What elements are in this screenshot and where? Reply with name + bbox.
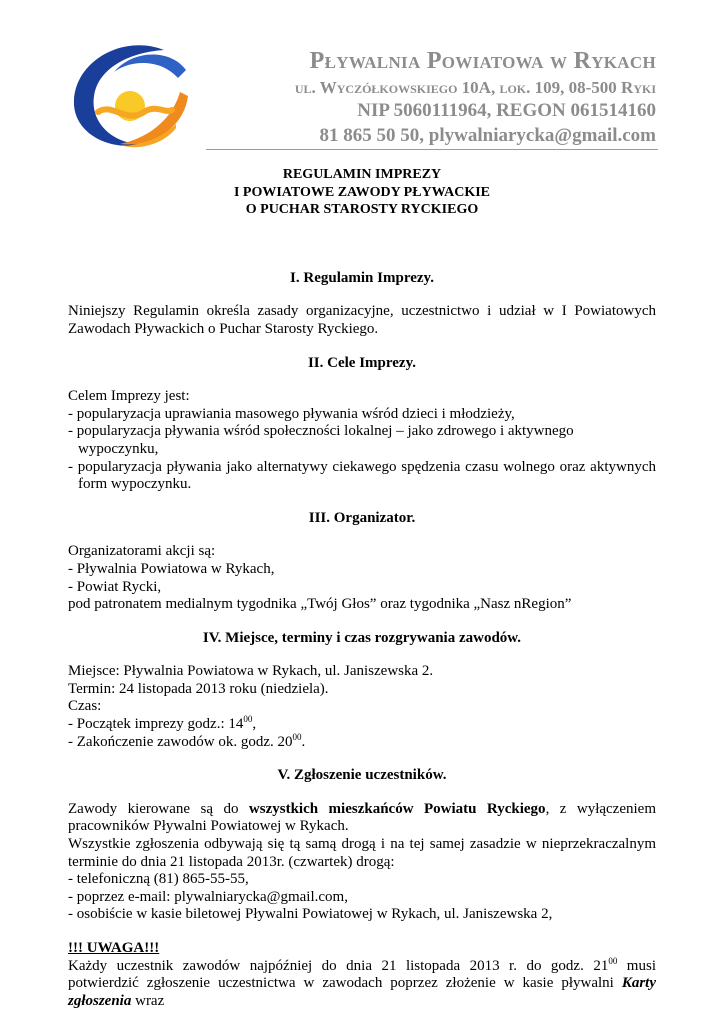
section-1-heading: I. Regulamin Imprezy.: [290, 269, 434, 286]
header-nip-regon: NIP 5060111964, REGON 061514160: [357, 100, 656, 121]
registration-method: - osobiście w kasie biletowej Pływalni Powiatowej w Rykach, ul. Janiszewska 2,: [68, 906, 553, 923]
header-contact: 81 865 50 50, plywalniarycka@gmail.com: [319, 125, 656, 146]
registration-text: Wszystkie zgłoszenia odbywają się tą samą drogą i na tej samej zasadzie w nieprzekraczalnym terminie do dnia 21 listopada 2013r. (czwartek) drogą:: [68, 836, 656, 870]
pool-logo: [68, 40, 196, 152]
title-line-1: REGULAMIN IMPREZY: [282, 167, 442, 182]
registration-method: - telefoniczną (81) 865-55-55,: [68, 871, 249, 888]
goal-item: - popularyzacja pływania jako alternatywy ciekawego spędzenia czasu wolnego oraz aktywnych form wypoczynku.: [68, 458, 656, 493]
warning-text: Każdy uczestnik zawodów najpóźniej do dnia 21 listopada 2013 r. do godz. $21^{00}$ musi potwierdzić zgłoszenie uczestnictwa w zawodach poprzez złożenie w kasie pływalni Karty zgłoszenia wraz: [68, 955, 656, 1009]
event-start-time: - Początek imprezy godz.: $14^{00}$,: [68, 714, 257, 733]
eligibility-text: Zawody kierowane są do wszystkich mieszkańców Powiatu Ryckiego, z wyłączeniem pracowników Pływalni Powiatowej w Rykach.: [68, 800, 656, 835]
warning-label: !!! UWAGA!!!: [68, 940, 160, 956]
section-1-text: Niniejszy Regulamin określa zasady organizacyjne, uczestnictwo i udział w I Powiatowych Zawodach Pływackich o Puchar Starosty Ryckiego.: [68, 303, 656, 337]
section-4-heading: IV. Miejsce, terminy i czas rozgrywania zawodów.: [202, 629, 522, 646]
document-body: [68, 166, 656, 1010]
header-address: ul. Wyczółkowskiego 10A, lok. 109, 08-500 Ryki: [294, 78, 656, 97]
title-line-3: O PUCHAR STAROSTY RYCKIEGO: [245, 202, 479, 218]
header-title: Pływalnia Powiatowa w Rykach: [309, 48, 656, 74]
document-title: [68, 166, 656, 219]
event-time-label: Czas:: [68, 698, 102, 715]
event-place: Miejsce: Pływalnia Powiatowa w Rykach, ul. Janiszewska 2.: [68, 663, 434, 680]
goal-item: - popularyzacja uprawiania masowego pływania wśród dzieci i młodzieży,: [68, 405, 515, 422]
event-end-time: - Zakończenie zawodów ok. godz. $20^{00}$.: [68, 731, 306, 750]
media-patronage: pod patronatem medialnym tygodnika „Twój Głos” oraz tygodnika „Nasz nRegion”: [68, 596, 572, 613]
event-date: Termin: 24 listopada 2013 roku (niedziela).: [68, 680, 329, 697]
organizer-item: - Powiat Rycki,: [68, 578, 162, 595]
section-3-heading: III. Organizator.: [308, 509, 416, 526]
section-5-heading: V. Zgłoszenie uczestników.: [277, 767, 447, 784]
registration-method: - poprzez e-mail: plywalniarycka@gmail.com,: [68, 888, 348, 905]
title-line-2: I POWIATOWE ZAWODY PŁYWACKIE: [233, 184, 491, 200]
section-2-heading: II. Cele Imprezy.: [307, 354, 417, 371]
section-2-intro: Celem Imprezy jest:: [68, 388, 190, 405]
header-divider: [206, 149, 658, 150]
section-3-intro: Organizatorami akcji są:: [68, 543, 216, 560]
goal-item: - popularyzacja pływania wśród społeczności lokalnej – jako zdrowego i aktywnego wypoczynku,: [68, 423, 574, 457]
organizer-item: - Pływalnia Powiatowa w Rykach,: [68, 560, 275, 577]
